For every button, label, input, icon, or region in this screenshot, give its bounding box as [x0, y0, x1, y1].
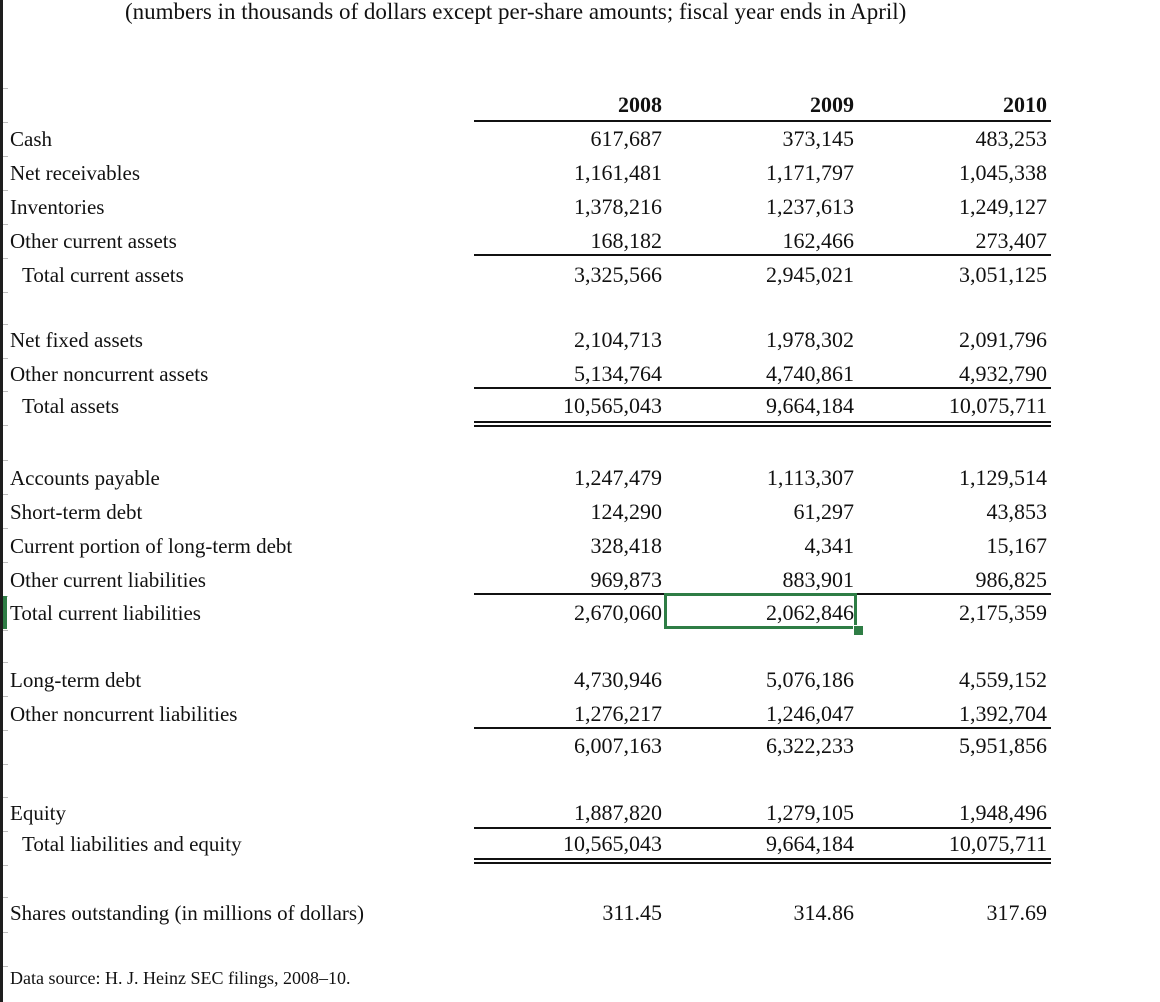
gutter-row-tick: [3, 258, 8, 259]
cell-current-portion-ltd-2009[interactable]: 4,341: [804, 533, 854, 558]
gutter-row-tick: [3, 730, 8, 731]
cell-net-fixed-assets-2010[interactable]: 2,091,796: [959, 327, 1047, 352]
cell-total-current-liabilities-2009[interactable]: 2,062,846: [766, 600, 854, 625]
cell-total-assets-2008[interactable]: 10,565,043: [563, 393, 662, 418]
cell-other-noncurrent-liabilities-2008[interactable]: 1,276,217: [574, 701, 662, 726]
row-label-net-receivables[interactable]: Net receivables: [10, 161, 141, 185]
cell-equity-2010[interactable]: 1,948,496: [959, 800, 1047, 825]
row-label-other-current-assets[interactable]: Other current assets: [10, 229, 177, 253]
row-label-long-term-debt[interactable]: Long-term debt: [10, 668, 142, 692]
cell-other-noncurrent-liabilities-2010[interactable]: 1,392,704: [959, 701, 1047, 726]
gutter-row-tick: [3, 966, 8, 967]
cell-other-current-assets-2008[interactable]: 168,182: [590, 228, 662, 253]
cell-total-current-liabilities-2010[interactable]: 2,175,359: [959, 600, 1047, 625]
cell-other-current-liabilities-2009[interactable]: 883,901: [782, 567, 854, 592]
row-label-total-current-assets[interactable]: Total current assets: [22, 263, 184, 287]
table-caption: (numbers in thousands of dollars except per-share amounts; fiscal year ends in April): [125, 0, 907, 24]
cell-net-receivables-2009[interactable]: 1,171,797: [766, 160, 854, 185]
cell-total-assets-2010[interactable]: 10,075,711: [948, 393, 1047, 418]
cell-cash-2010[interactable]: 483,253: [975, 126, 1047, 151]
fill-handle[interactable]: [853, 625, 864, 636]
gutter-row-tick: [3, 224, 8, 225]
cell-total-liabilities-and-equity-2010[interactable]: 10,075,711: [948, 831, 1047, 856]
gutter-row-tick: [3, 932, 8, 933]
cell-other-noncurrent-assets-2009[interactable]: 4,740,861: [766, 361, 854, 386]
gutter-row-tick: [3, 764, 8, 765]
cell-other-current-assets-2010[interactable]: 273,407: [975, 228, 1047, 253]
gutter-row-tick: [3, 122, 8, 123]
gutter-row-tick: [3, 292, 8, 293]
row-label-other-noncurrent-liabilities[interactable]: Other noncurrent liabilities: [10, 702, 238, 726]
cell-current-portion-ltd-2008[interactable]: 328,418: [590, 533, 662, 558]
gutter-row-tick: [3, 190, 8, 191]
cell-cash-2009[interactable]: 373,145: [782, 126, 854, 151]
row-label-accounts-payable[interactable]: Accounts payable: [10, 466, 160, 490]
row-label-equity[interactable]: Equity: [10, 801, 66, 825]
gutter-row-tick: [3, 460, 8, 461]
gutter-row-tick: [3, 865, 8, 866]
row-label-cash[interactable]: Cash: [10, 127, 52, 151]
cell-net-fixed-assets-2009[interactable]: 1,978,302: [766, 327, 854, 352]
sheet-gutter: [0, 0, 3, 1002]
cell-accounts-payable-2009[interactable]: 1,113,307: [766, 465, 854, 490]
row-label-net-fixed-assets[interactable]: Net fixed assets: [10, 328, 143, 352]
data-source-note: Data source: H. J. Heinz SEC filings, 2008–10.: [10, 968, 351, 988]
gutter-row-tick: [3, 391, 8, 392]
cell-total-liabilities-2008[interactable]: 6,007,163: [574, 733, 662, 758]
row-label-current-portion-ltd[interactable]: Current portion of long-term debt: [10, 534, 293, 558]
row-label-inventories[interactable]: Inventories: [10, 195, 105, 219]
cell-accounts-payable-2010[interactable]: 1,129,514: [959, 465, 1047, 490]
cell-inventories-2010[interactable]: 1,249,127: [959, 194, 1047, 219]
cell-equity-2008[interactable]: 1,887,820: [574, 800, 662, 825]
row-label-other-noncurrent-assets[interactable]: Other noncurrent assets: [10, 362, 209, 386]
row-label-other-current-liabilities[interactable]: Other current liabilities: [10, 568, 206, 592]
cell-inventories-2009[interactable]: 1,237,613: [766, 194, 854, 219]
gutter-row-tick: [3, 156, 8, 157]
cell-long-term-debt-2008[interactable]: 4,730,946: [574, 667, 662, 692]
gutter-row-tick: [3, 662, 8, 663]
cell-net-receivables-2008[interactable]: 1,161,481: [574, 160, 662, 185]
cell-inventories-2008[interactable]: 1,378,216: [574, 194, 662, 219]
year-header-2008[interactable]: 2008: [618, 92, 662, 117]
double-rule-total-liabilities: [474, 858, 1051, 864]
cell-shares-outstanding-2009[interactable]: 314.86: [793, 900, 854, 925]
cell-other-current-liabilities-2010[interactable]: 986,825: [975, 567, 1047, 592]
gutter-row-tick: [3, 528, 8, 529]
gutter-row-tick: [3, 494, 8, 495]
selected-row-marker: [3, 596, 7, 629]
gutter-row-tick: [3, 88, 8, 89]
cell-other-noncurrent-assets-2008[interactable]: 5,134,764: [574, 361, 662, 386]
cell-total-current-assets-2008[interactable]: 3,325,566: [574, 262, 662, 287]
gutter-row-tick: [3, 696, 8, 697]
row-label-total-current-liabilities[interactable]: Total current liabilities: [10, 601, 201, 625]
row-label-total-assets[interactable]: Total assets: [22, 394, 120, 418]
cell-other-noncurrent-liabilities-2009[interactable]: 1,246,047: [766, 701, 854, 726]
cell-net-receivables-2010[interactable]: 1,045,338: [959, 160, 1047, 185]
cell-net-fixed-assets-2008[interactable]: 2,104,713: [574, 327, 662, 352]
cell-total-liabilities-2010[interactable]: 5,951,856: [959, 733, 1047, 758]
cell-shares-outstanding-2010[interactable]: 317.69: [986, 900, 1047, 925]
subtotal-rule-noncurrent-liabilities: [474, 727, 1051, 729]
cell-long-term-debt-2010[interactable]: 4,559,152: [959, 667, 1047, 692]
cell-short-term-debt-2008[interactable]: 124,290: [590, 499, 662, 524]
cell-current-portion-ltd-2010[interactable]: 15,167: [986, 533, 1047, 558]
gutter-row-tick: [3, 831, 8, 832]
gutter-row-tick: [3, 425, 8, 426]
cell-other-current-liabilities-2008[interactable]: 969,873: [590, 567, 662, 592]
cell-short-term-debt-2009[interactable]: 61,297: [793, 499, 854, 524]
cell-equity-2009[interactable]: 1,279,105: [766, 800, 854, 825]
cell-shares-outstanding-2008[interactable]: 311.45: [602, 900, 662, 925]
gutter-row-tick: [3, 630, 8, 631]
selected-cell-outline[interactable]: [664, 593, 857, 629]
cell-total-current-assets-2010[interactable]: 3,051,125: [959, 262, 1047, 287]
row-label-total-liabilities-and-equity[interactable]: Total liabilities and equity: [22, 832, 242, 856]
cell-total-current-liabilities-2008[interactable]: 2,670,060: [574, 600, 662, 625]
double-rule-total-assets: [474, 421, 1051, 427]
subtotal-rule-total-assets: [474, 387, 1051, 389]
gutter-row-tick: [3, 324, 8, 325]
header-rule: [474, 120, 1051, 122]
cell-accounts-payable-2008[interactable]: 1,247,479: [574, 465, 662, 490]
row-label-short-term-debt[interactable]: Short-term debt: [10, 500, 143, 524]
gutter-row-tick: [3, 797, 8, 798]
cell-other-noncurrent-assets-2010[interactable]: 4,932,790: [959, 361, 1047, 386]
subtotal-rule-current-assets: [474, 254, 1051, 256]
cell-total-liabilities-2009[interactable]: 6,322,233: [766, 733, 854, 758]
gutter-row-tick: [3, 897, 8, 898]
cell-other-current-assets-2009[interactable]: 162,466: [782, 228, 854, 253]
cell-total-liabilities-and-equity-2009[interactable]: 9,664,184: [766, 831, 854, 856]
cell-total-liabilities-and-equity-2008[interactable]: 10,565,043: [563, 831, 662, 856]
gutter-row-tick: [3, 562, 8, 563]
cell-total-current-assets-2009[interactable]: 2,945,021: [766, 262, 854, 287]
cell-long-term-debt-2009[interactable]: 5,076,186: [766, 667, 854, 692]
gutter-row-tick: [3, 358, 8, 359]
cell-cash-2008[interactable]: 617,687: [590, 126, 662, 151]
cell-total-assets-2009[interactable]: 9,664,184: [766, 393, 854, 418]
subtotal-rule-equity: [474, 827, 1051, 829]
cell-short-term-debt-2010[interactable]: 43,853: [986, 499, 1047, 524]
year-header-2010[interactable]: 2010: [1003, 92, 1047, 117]
row-label-shares-outstanding[interactable]: Shares outstanding (in millions of dollars): [10, 901, 365, 925]
year-header-2009[interactable]: 2009: [810, 92, 854, 117]
